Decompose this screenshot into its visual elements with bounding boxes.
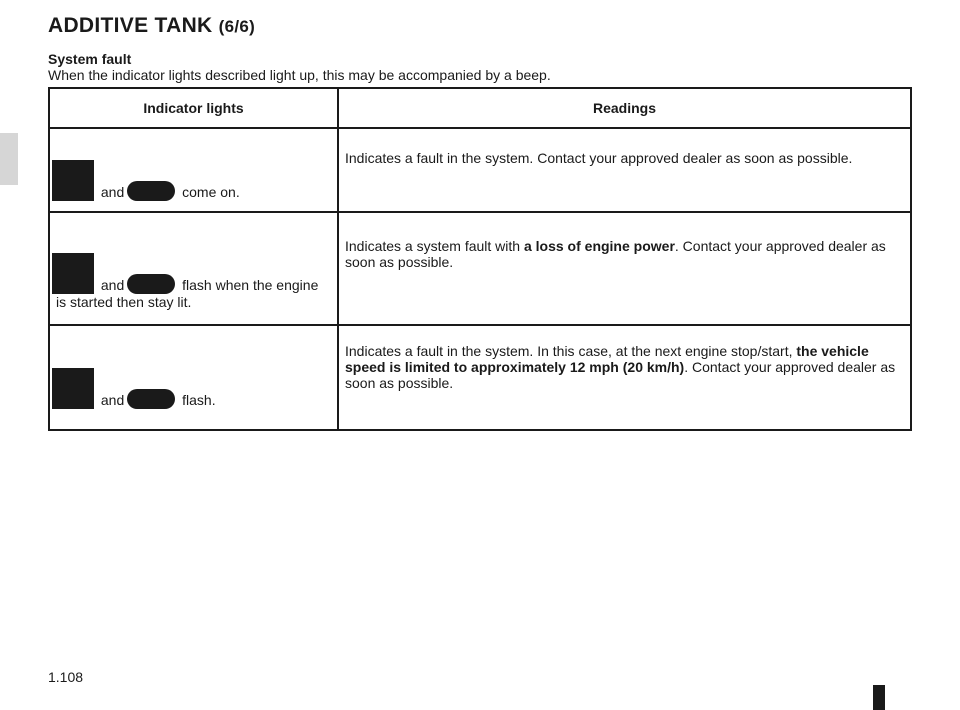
reading-text-end: . Contact your approved dealer as soon as possible. <box>345 359 896 391</box>
page-title <box>48 14 255 38</box>
indicator-table <box>48 87 912 431</box>
additive-tank-icon <box>52 253 94 294</box>
reading-cell <box>338 212 911 325</box>
reading-text: Indicates a system fault with <box>345 238 524 254</box>
and-word: and <box>97 277 125 293</box>
reading-cell <box>338 325 911 430</box>
section-intro: When the indicator lights described light up, this may be accompanied by a beep. <box>48 67 551 83</box>
additive-tank-icon <box>52 368 94 409</box>
additive-tank-icon <box>52 160 94 201</box>
table-row <box>49 212 911 325</box>
and-word: and <box>97 392 125 408</box>
wrench-icon <box>127 274 175 294</box>
indicator-cell <box>49 212 338 325</box>
wrench-icon <box>127 389 175 409</box>
section-heading: System fault <box>48 51 132 67</box>
reading-text: Indicates a fault in the system. Contact your approved dealer as soon as possible. <box>345 150 853 166</box>
table-row <box>49 128 911 212</box>
reading-text-end: . Contact your approved dealer as soon as possible. <box>345 238 886 270</box>
indicator-text: flash when the engine is started then stay lit. <box>56 277 319 310</box>
reading-text: Indicates a fault in the system. In this case, at the next engine stop/start, <box>345 343 797 359</box>
indicator-cell <box>49 325 338 430</box>
indicator-text: flash. <box>178 392 216 408</box>
indicator-cell <box>49 128 338 212</box>
title-part: (6/6) <box>218 17 256 36</box>
corner-marker <box>873 685 885 710</box>
wrench-icon <box>127 181 175 201</box>
header-readings: Readings <box>338 88 911 128</box>
reading-emphasis: the vehicle speed is limited to approximately 12 mph (20 km/h) <box>345 343 869 375</box>
page-number: 1.108 <box>48 669 84 685</box>
header-indicator-lights: Indicator lights <box>49 88 338 128</box>
table-row <box>49 325 911 430</box>
table-header-row <box>49 88 911 128</box>
chapter-tab <box>0 133 18 185</box>
title-main: ADDITIVE TANK <box>48 14 213 37</box>
reading-emphasis: a loss of engine power <box>523 238 675 254</box>
and-word: and <box>97 184 125 200</box>
reading-cell <box>338 128 911 212</box>
indicator-text: come on. <box>178 184 240 200</box>
